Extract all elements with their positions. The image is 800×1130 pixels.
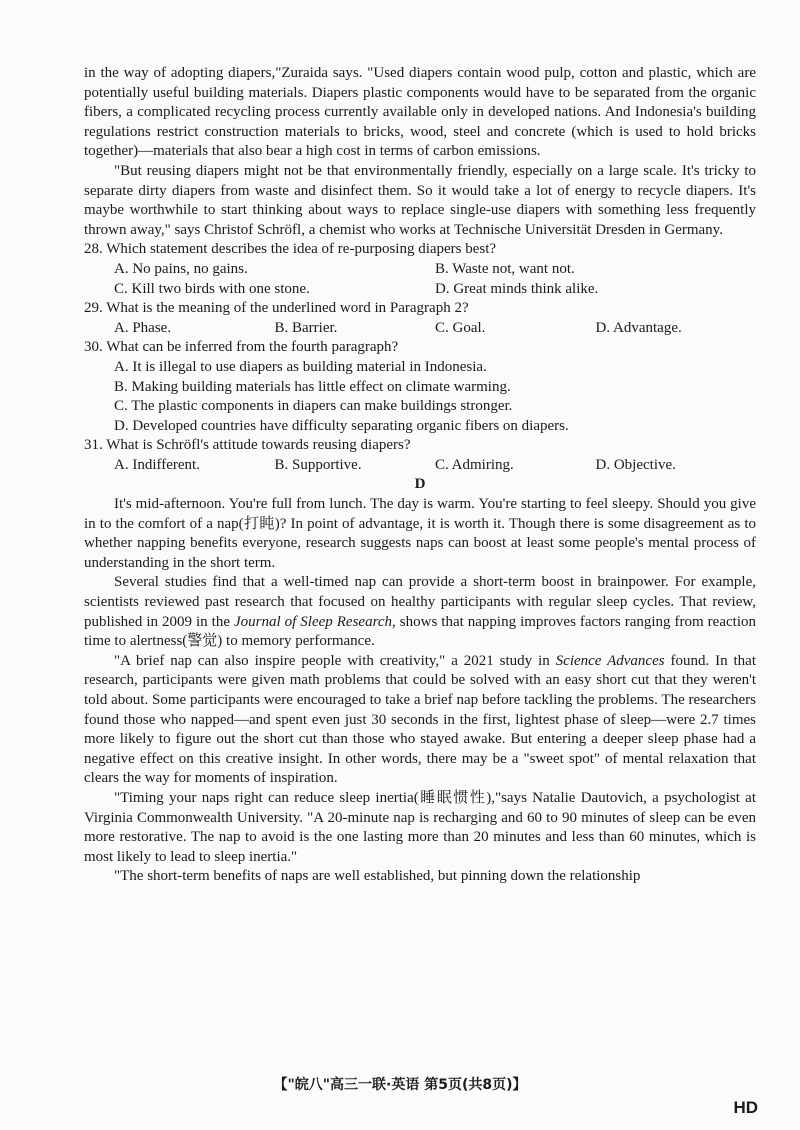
question-30-option-d[interactable]: D. Developed countries have difficulty separating organic fibers on diapers. — [114, 417, 569, 434]
question-30-option-b[interactable]: B. Making building materials has little effect on climate warming. — [114, 378, 511, 395]
question-29-option-d[interactable]: D. Advantage. — [595, 319, 682, 336]
question-28-option-d[interactable]: D. Great minds think alike. — [435, 280, 599, 297]
question-29-option-b[interactable]: B. Barrier. — [274, 319, 338, 336]
question-28-option-c[interactable]: C. Kill two birds with one stone. — [114, 280, 310, 297]
section-d-paragraph-5: "The short-term benefits of naps are well established, but pinning down the relationship — [114, 868, 641, 885]
passage-c-paragraph: "But reusing diapers might not be that environmentally friendly, especially on a large scale. It's tricky to separate dirty diapers from waste and disinfect them. So it would take a lot of energy to recycle diapers. It's maybe worthwhile to start thinking about ways to replace single-use diapers with something less frequently thrown away," says Christof Schröfl, a chemist who works at Technische Universität Dresden in Germany. — [84, 162, 756, 238]
corner-code: HD — [733, 1098, 758, 1117]
question-29-options — [84, 319, 756, 339]
question-31-option-c[interactable]: C. Admiring. — [435, 456, 514, 473]
question-29-stem: 29. What is the meaning of the underlined word in Paragraph 2? — [84, 300, 469, 317]
journal-title: Science Advances — [555, 652, 665, 669]
question-30-stem: 30. What can be inferred from the fourth paragraph? — [84, 339, 399, 356]
paragraph-text: , shows that napping improves factors ranging from reaction time to alertness(警觉) to memory performance. — [84, 613, 756, 650]
question-28-options — [84, 260, 756, 280]
paragraph-text: Several studies find that a well-timed nap can provide a short-term boost in brainpower. For example, scientists reviewed past research that focused on healthy participants with regular sleep cycles. That review, published in 2009 in the — [84, 574, 756, 630]
question-30-option-a[interactable]: A. It is illegal to use diapers as building material in Indonesia. — [114, 358, 487, 375]
section-d-paragraph-3 — [84, 652, 756, 789]
question-31-options — [84, 456, 756, 476]
content-column — [84, 64, 756, 887]
question-31-stem: 31. What is Schröfl's attitude towards reusing diapers? — [84, 437, 411, 454]
section-d-paragraph-4: "Timing your naps right can reduce sleep inertia(睡眠惯性),"says Natalie Dautovich, a psychologist at Virginia Commonwealth University. "A 20-minute nap is recharging and 60 to 90 minutes of sleep can be even more restorative. The nap to avoid is the one lasting more than 20 minutes and less than 60 minutes, which is most likely to lead to sleep inertia." — [84, 789, 756, 865]
paragraph-text: "A brief nap can also inspire people with creativity," a 2021 study in — [114, 652, 556, 669]
question-28-options — [84, 280, 756, 300]
question-31-option-a[interactable]: A. Indifferent. — [114, 456, 200, 473]
paragraph-text: found. In that research, participants were given math problems that could be solved with an easy short cut that they weren't told about. Some participants were encouraged to take a brief nap before tackling the problems. The researchers found those who napped—and spent even just 30 seconds in the first, lightest phase of sleep—were 2.7 times more likely to figure out the short cut than those who stayed awake. But entering a deeper sleep phase had a negative effect on this creative insight. In other words, there may be a "sweet spot" of mental relaxation that clears the way for moments of inspiration. — [84, 652, 757, 787]
section-d-paragraph-1: It's mid-afternoon. You're full from lunch. The day is warm. You're starting to feel sleepy. Should you give in to the comfort of a nap(打盹)? In point of advantage, it is worth it. Though there is some disagreement as to whether napping benefits everyone, research suggests naps can boost at least some people's mental process of understanding in the short term. — [84, 496, 756, 571]
page-footer: 【"皖八"高三一联·英语 第5页(共8页)】 — [273, 1077, 527, 1093]
question-31-option-b[interactable]: B. Supportive. — [274, 456, 362, 473]
section-d-paragraph-2 — [84, 573, 756, 651]
question-28-option-b[interactable]: B. Waste not, want not. — [435, 260, 575, 277]
question-29-option-a[interactable]: A. Phase. — [114, 319, 172, 336]
question-28-option-a[interactable]: A. No pains, no gains. — [114, 260, 248, 277]
passage-c-paragraph: in the way of adopting diapers,"Zuraida says. "Used diapers contain wood pulp, cotton and plastic, which are potentially useful building materials. Diapers plastic components would have to be separated from the organic fibers, a complicated recycling process currently available only in developed nations. And Indonesia's building regulations restrict construction materials to bricks, wood, steel and concrete (which is used to hold bricks together)—materials that also bear a high cost in terms of carbon emissions. — [84, 65, 756, 160]
question-29-option-c[interactable]: C. Goal. — [435, 319, 486, 336]
question-31-option-d[interactable]: D. Objective. — [595, 456, 676, 473]
question-30-option-c[interactable]: C. The plastic components in diapers can make buildings stronger. — [114, 398, 513, 415]
journal-title: Journal of Sleep Research — [233, 613, 393, 630]
section-d-heading: D — [414, 476, 426, 493]
question-28-stem: 28. Which statement describes the idea of re-purposing diapers best? — [84, 241, 497, 258]
